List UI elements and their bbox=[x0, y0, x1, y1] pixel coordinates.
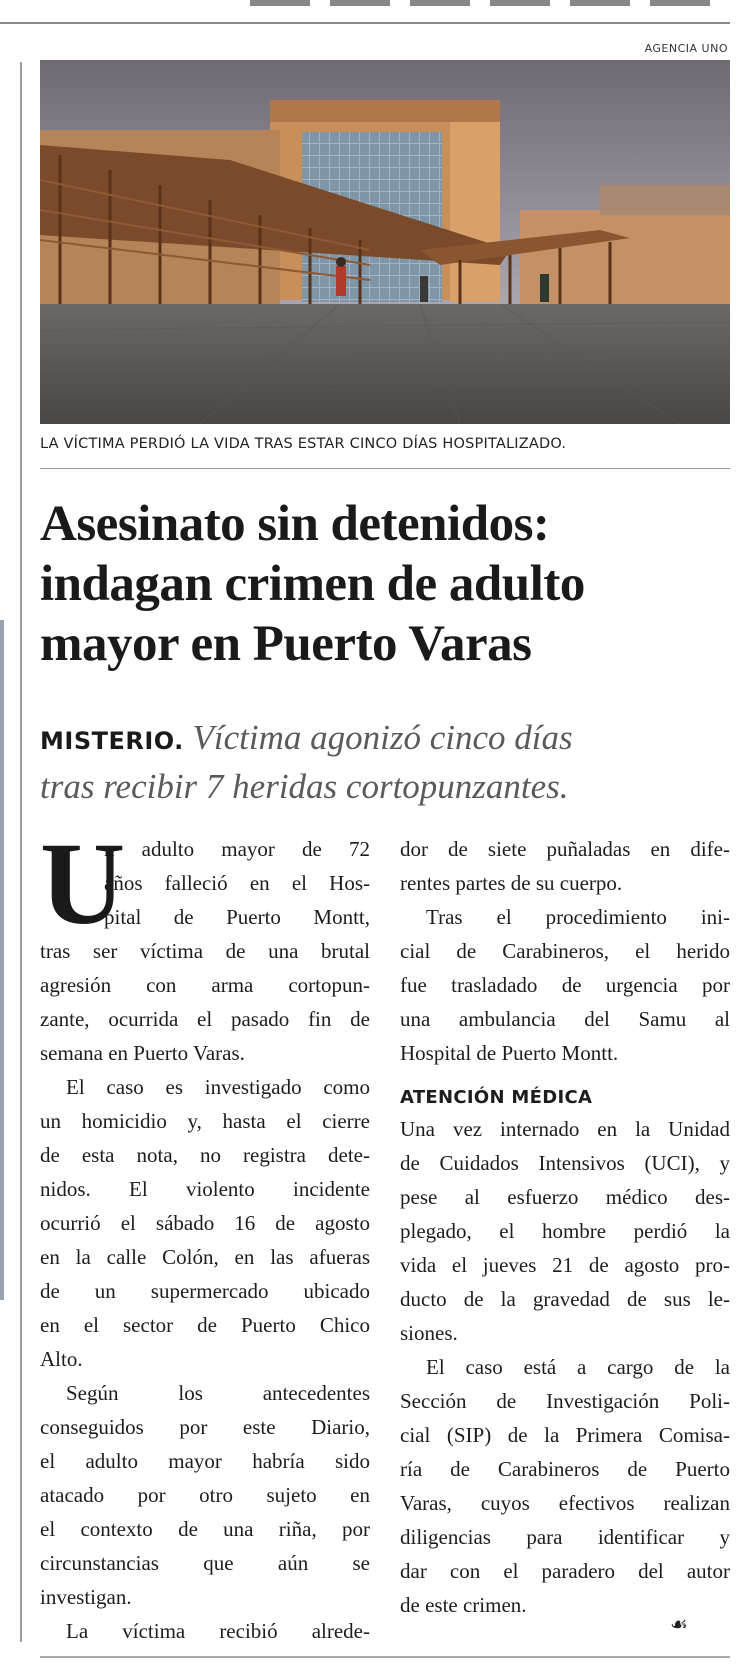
photo-caption: LA VÍCTIMA PERDIÓ LA VIDA TRAS ESTAR CINCO DÍAS HOSPITALIZADO. bbox=[40, 436, 567, 452]
body-line: un homicidio y, hasta el cierre bbox=[40, 1109, 370, 1133]
body-line: diligencias para identificar y bbox=[400, 1525, 730, 1549]
body-line: circunstancias que aún se bbox=[40, 1551, 370, 1575]
headline-line: Asesinato sin detenidos: bbox=[40, 496, 550, 552]
lede-text: Víctima agonizó cinco días bbox=[192, 718, 573, 757]
body-line: semana en Puerto Varas. bbox=[40, 1041, 245, 1065]
lede-line: tras recibir 7 heridas cortopunzantes. bbox=[40, 767, 569, 806]
headline-line: indagan crimen de adulto bbox=[40, 556, 585, 612]
headline bbox=[40, 494, 730, 674]
body-line: nidos. El violento incidente bbox=[40, 1177, 370, 1201]
body-line: dor de siete puñaladas en dife- bbox=[400, 837, 730, 861]
body-column-left bbox=[40, 818, 370, 1648]
body-line: fue trasladado de urgencia por bbox=[400, 973, 730, 997]
body-line: vida el jueves 21 de agosto pro- bbox=[400, 1253, 730, 1277]
body-line: El caso está a cargo de la bbox=[426, 1355, 730, 1379]
body-line: el contexto de una riña, por bbox=[40, 1517, 370, 1541]
body-line: conseguidos por este Diario, bbox=[40, 1415, 370, 1439]
body-line: de este crimen. bbox=[400, 1593, 527, 1617]
body-line: cial (SIP) de la Primera Comisa- bbox=[400, 1423, 730, 1447]
body-line: El caso es investigado como bbox=[66, 1075, 370, 1099]
body-line: ocurrió el sábado 16 de agosto bbox=[40, 1211, 370, 1235]
end-mark-icon: ☙ bbox=[670, 1612, 688, 1636]
body-line: ría de Carabineros de Puerto bbox=[400, 1457, 730, 1481]
body-line: una ambulancia del Samu al bbox=[400, 1007, 730, 1031]
body-line: agresión con arma cortopun- bbox=[40, 973, 370, 997]
bottom-divider bbox=[40, 1656, 730, 1658]
body-line: tras ser víctima de una brutal bbox=[40, 939, 370, 963]
body-line: Varas, cuyos efectivos realizan bbox=[400, 1491, 730, 1515]
body-line: siones. bbox=[400, 1321, 458, 1345]
body-line: Una vez internado en la Unidad bbox=[400, 1117, 730, 1141]
body-column-right bbox=[400, 832, 730, 1622]
body-line: años falleció en el Hos- bbox=[104, 871, 370, 895]
body-line: La víctima recibió alrede- bbox=[66, 1619, 370, 1643]
body-line: Según los antecedentes bbox=[66, 1381, 370, 1405]
top-divider bbox=[0, 22, 730, 24]
body-line: ducto de la gravedad de sus le- bbox=[400, 1287, 730, 1311]
body-line: rentes partes de su cuerpo. bbox=[400, 871, 623, 895]
headline-line: mayor en Puerto Varas bbox=[40, 616, 532, 672]
body-line: pital de Puerto Montt, bbox=[104, 905, 370, 929]
body-line: zante, ocurrida el pasado fin de bbox=[40, 1007, 370, 1031]
body-line: Alto. bbox=[40, 1347, 83, 1371]
lede-line bbox=[40, 715, 730, 764]
body-line: el adulto mayor habría sido bbox=[40, 1449, 370, 1473]
body-line: en la calle Colón, en las afueras bbox=[40, 1245, 370, 1269]
lede bbox=[40, 715, 730, 810]
body-line: dar con el paradero del autor bbox=[400, 1559, 730, 1583]
body-line: de un supermercado ubicado bbox=[40, 1279, 370, 1303]
column-divider bbox=[20, 62, 22, 1642]
photo-credit: AGENCIA UNO bbox=[644, 42, 728, 55]
adjacent-page-edge bbox=[0, 620, 4, 1300]
body-line: Hospital de Puerto Montt. bbox=[400, 1041, 619, 1065]
drop-cap: U bbox=[40, 818, 126, 949]
body-line: n adulto mayor de 72 bbox=[104, 837, 370, 861]
kicker: MISTERIO. bbox=[40, 727, 184, 755]
body-line: investigan. bbox=[40, 1585, 132, 1609]
body-line: atacado por otro sujeto en bbox=[40, 1483, 370, 1507]
caption-divider bbox=[40, 468, 730, 469]
body-line: en el sector de Puerto Chico bbox=[40, 1313, 370, 1337]
body-line: Tras el procedimiento ini- bbox=[426, 905, 730, 929]
subheading: ATENCIÓN MÉDICA bbox=[400, 1087, 593, 1108]
body-line: plegado, el hombre perdió la bbox=[400, 1219, 730, 1243]
body-line: de Cuidados Intensivos (UCI), y bbox=[400, 1151, 730, 1175]
article-photo bbox=[40, 60, 730, 424]
previous-article-clip bbox=[250, 0, 720, 6]
body-line: Sección de Investigación Poli- bbox=[400, 1389, 730, 1413]
body-line: pese al esfuerzo médico des- bbox=[400, 1185, 730, 1209]
body-line: de esta nota, no registra dete- bbox=[40, 1143, 370, 1167]
body-line: cial de Carabineros, el herido bbox=[400, 939, 730, 963]
